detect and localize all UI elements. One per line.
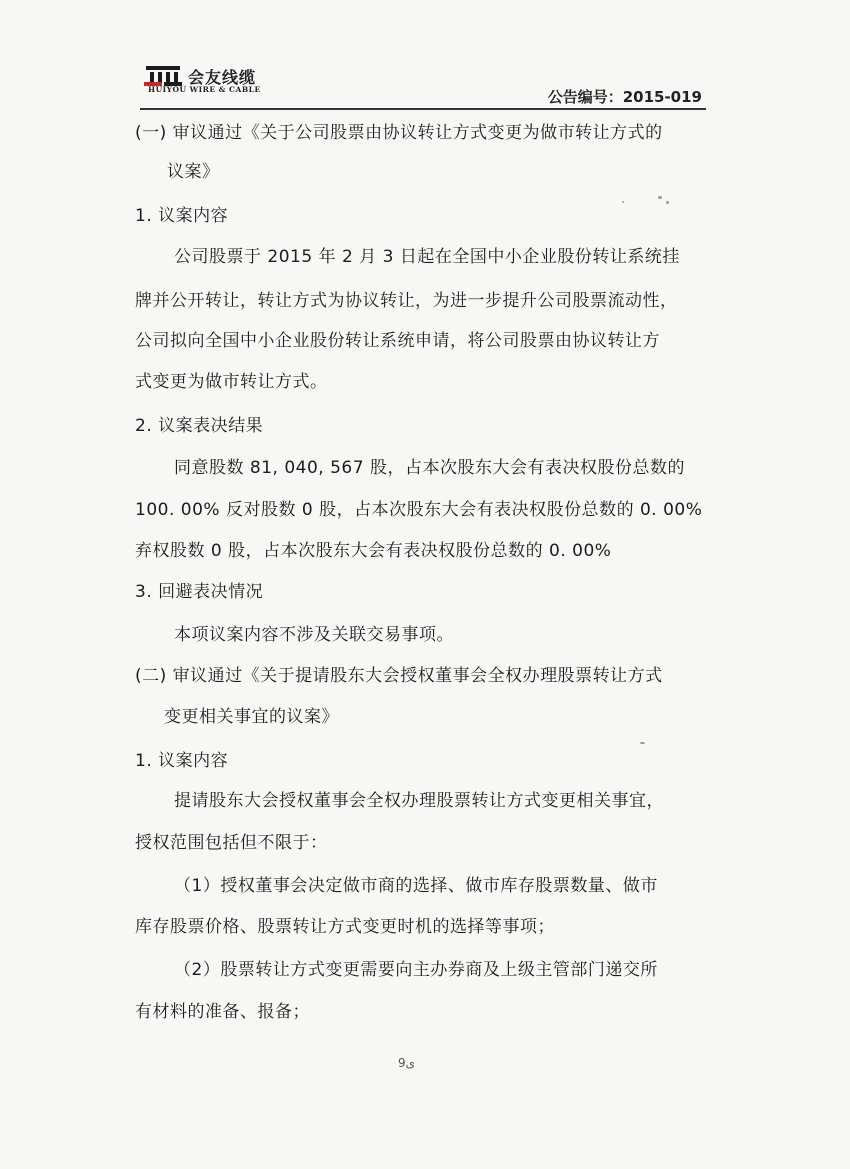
paragraph-line: （2）股票转让方式变更需要向主办券商及上级主管部门递交所 <box>174 960 658 980</box>
header-divider <box>140 108 706 110</box>
scan-speck <box>658 196 662 199</box>
section-heading-1-cont: 议案》 <box>167 162 220 182</box>
paragraph-line: 公司拟向全国中小企业股份转让系统申请，将公司股票由协议转让方 <box>135 331 660 351</box>
subheading: 3. 回避表决情况 <box>135 582 264 602</box>
subheading: 1. 议案内容 <box>135 206 229 226</box>
scan-speck <box>622 201 624 203</box>
company-logo <box>144 64 294 96</box>
subheading: 1. 议案内容 <box>135 751 229 771</box>
paragraph-line: 本项议案内容不涉及关联交易事项。 <box>174 625 454 645</box>
paragraph-line: （1）授权董事会决定做市商的选择、做市库存股票数量、做市 <box>174 876 658 896</box>
company-name-cn: 会友线缆 <box>188 68 257 87</box>
paragraph-line: 公司股票于 2015 年 2 月 3 日起在全国中小企业股份转让系统挂 <box>174 247 680 267</box>
paragraph-line: 牌并公开转让，转让方式为协议转让，为进一步提升公司股票流动性， <box>135 291 678 311</box>
paragraph-line: 授权范围包括但不限于： <box>135 833 328 853</box>
subheading: 2. 议案表决结果 <box>135 416 264 436</box>
paragraph-line: 弃权股数 0 股，占本次股东大会有表决权股份总数的 0. 00% <box>135 541 612 561</box>
section-heading-1: (一) 审议通过《关于公司股票由协议转让方式变更为做市转让方式的 <box>135 123 663 143</box>
paragraph-line: 提请股东大会授权董事会全权办理股票转让方式变更相关事宜， <box>174 791 664 811</box>
company-name-en: HUIYOU WIRE & CABLE <box>148 85 261 94</box>
paragraph-line: 式变更为做市转让方式。 <box>135 372 328 392</box>
scan-speck <box>666 201 669 204</box>
announcement-number: 公告编号：2015-019 <box>547 88 702 106</box>
paragraph-line: 同意股数 81, 040, 567 股，占本次股东大会有表决权股份总数的 <box>174 458 685 478</box>
scan-speck <box>640 742 645 744</box>
section-heading-2: (二) 审议通过《关于提请股东大会授权董事会全权办理股票转让方式 <box>135 666 663 686</box>
paragraph-line: 有材料的准备、报备； <box>135 1002 310 1022</box>
page-number: ی9 <box>398 1056 416 1070</box>
section-heading-2-cont: 变更相关事宜的议案》 <box>164 707 339 727</box>
paragraph-line: 100. 00% 反对股数 0 股，占本次股东大会有表决权股份总数的 0. 00% <box>135 500 703 520</box>
paragraph-line: 库存股票价格、股票转让方式变更时机的选择等事项； <box>135 917 555 937</box>
